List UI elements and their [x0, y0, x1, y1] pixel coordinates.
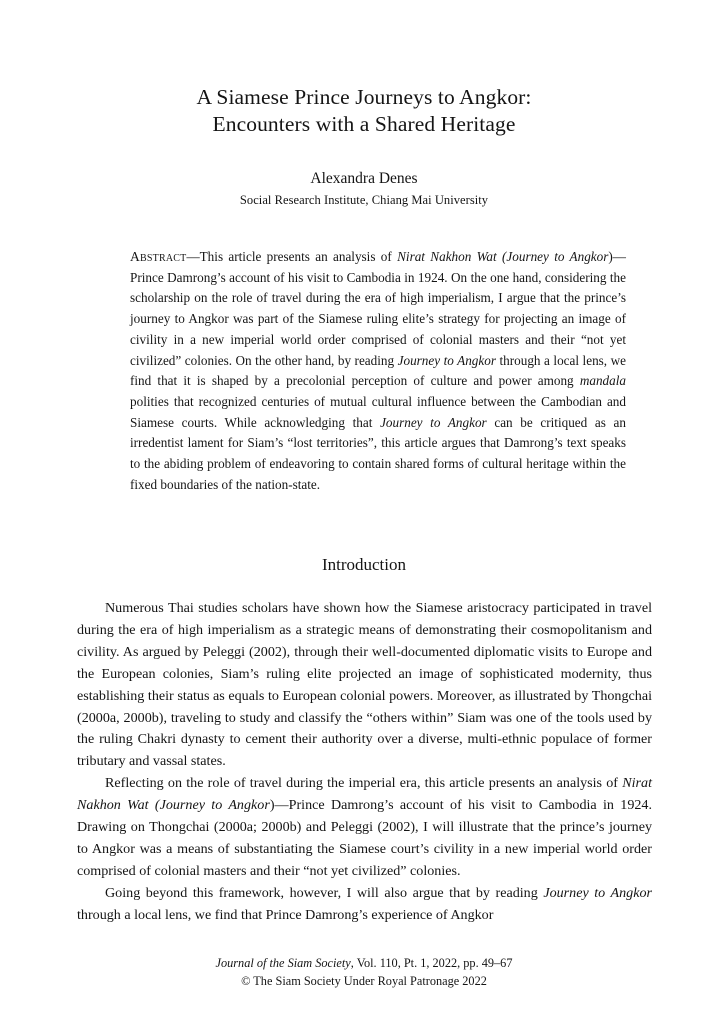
- title-line-1: A Siamese Prince Journeys to Angkor:: [196, 85, 532, 109]
- page-title: [64, 84, 664, 138]
- abstract-section: [130, 247, 626, 495]
- abstract-label: Abstract: [130, 249, 187, 264]
- body-paragraph: Numerous Thai studies scholars have shown how the Siamese aristocracy participated in travel during the era of high imperialism as a strategic means of demonstrating their cosmopolitanism and civility. As argued by Peleggi (2002), through their well-documented diplomatic visits to Europe and the European colonies, Siam’s ruling elite projected an image of sophisticated modernity, thus establishing their status as equals to European colonial powers. Moreover, as illustrated by Thongchai (2000a, 2000b), traveling to study and classify the “others within” Siam was one of the tools used by the ruling Chakri dynasty to cement their authority over a diverse, multi-ethnic populace of former tributary and vassal states.: [77, 600, 652, 770]
- author-block: [64, 168, 664, 210]
- body-text: [77, 598, 652, 927]
- footer-citation: Journal of the Siam Society, Vol. 110, Pt. 1, 2022, pp. 49–67: [215, 956, 513, 970]
- page-footer: [64, 955, 664, 990]
- body-paragraph: Reflecting on the role of travel during the imperial era, this article presents an analysis of Nirat Nakhon Wat (Journey to Angkor)—Prince Damrong’s account of his visit to Cambodia in 1924. Drawing on Thongchai (2000a; 2000b) and Peleggi (2002), I will illustrate that the prince’s journey to Angkor was a means of substantiating the Siamese court’s civility in a new imperial world order comprised of colonial masters and their “not yet civilized” colonies.: [77, 775, 652, 879]
- title-line-2: Encounters with a Shared Heritage: [212, 112, 516, 136]
- author-affiliation: Social Research Institute, Chiang Mai University: [239, 193, 489, 207]
- abstract-dash: —: [186, 249, 200, 264]
- author-name: Alexandra Denes: [310, 170, 418, 187]
- body-paragraph: Going beyond this framework, however, I will also argue that by reading Journey to Angkor through a local lens, we find that Prince Damrong’s experience of Angkor: [77, 884, 652, 923]
- section-heading-introduction: Introduction: [321, 555, 407, 574]
- abstract-body: This article presents an analysis of Nirat Nakhon Wat (Journey to Angkor)—Prince Damrong’s account of his visit to Cambodia in 1924. On the one hand, considering the scholarship on the role of travel during the era of high imperialism, I argue that the prince’s journey to Angkor was part of the Siamese ruling elite’s strategy for projecting an image of civility in a new imperial world order comprised of colonial masters and their “not yet civilized” colonies. On the other hand, by reading Journey to Angkor through a local lens, we find that it is shaped by a precolonial perception of culture and power among mandala polities that recognized centuries of mutual cultural influence between the Cambodian and Siamese courts. While acknowledging that Journey to Angkor can be critiqued as an irredentist lament for Siam’s “lost territories”, this article argues that Damrong’s text speaks to the abiding problem of endeavoring to contain shared forms of cultural heritage within the fixed boundaries of the nation-state.: [130, 249, 626, 492]
- footer-copyright: © The Siam Society Under Royal Patronage 2022: [241, 973, 487, 988]
